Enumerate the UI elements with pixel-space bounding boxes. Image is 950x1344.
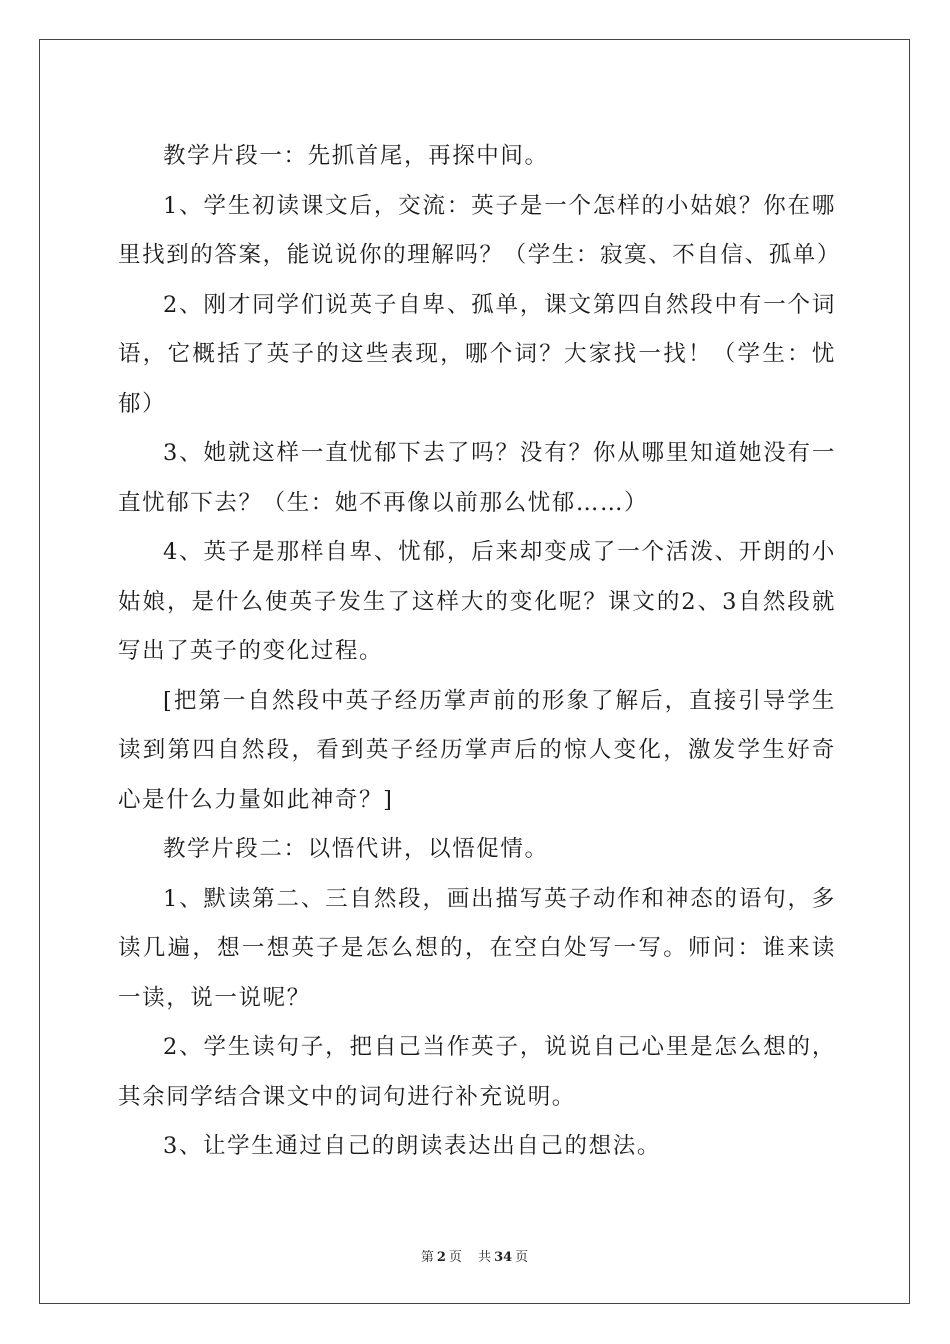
page-indicator (418, 1250, 465, 1265)
paragraph-commentary: [把第一自然段中英子经历掌声前的形象了解后，直接引导学生读到第四自然段，看到英子经历掌声后的惊人变化，激发学生好奇心是什么力量如此神奇？] (118, 687, 836, 813)
paragraph-item-1: 1、学生初读课文后，交流：英子是一个怎样的小姑娘？你在哪里找到的答案，能说说你的理解吗？（学生：寂寞、不自信、孤单） (118, 192, 842, 268)
paragraph-section-2-heading: 教学片段二：以悟代讲，以悟促情。 (163, 836, 549, 862)
paragraph-item-6: 2、学生读句子，把自己当作英子，说说自己心里是怎么想的，其余同学结合课文中的词句进行补充说明。 (118, 1034, 836, 1110)
paragraph-item-4: 4、英子是那样自卑、忧郁，后来却变成了一个活泼、开朗的小姑娘，是什么使英子发生了这样大的变化呢？课文的2、3自然段就写出了英子的变化过程。 (118, 539, 836, 664)
paragraph-section-1-heading: 教学片段一：先抓首尾，再探中间。 (163, 143, 549, 169)
paragraph-item-5: 1、默读第二、三自然段，画出描写英子动作和神态的语句，多读几遍，想一想英子是怎么想的，在空白处写一写。师问：谁来读一读，说一说呢？ (118, 885, 836, 1011)
total-pages-number: 34 (494, 1250, 513, 1265)
paragraph-item-2: 2、刚才同学们说英子自卑、孤单，课文第四自然段中有一个词语，它概括了英子的这些表现，哪个词？大家找一找！（学生：忧郁） (118, 291, 836, 417)
total-pages-indicator (475, 1250, 531, 1265)
total-prefix: 共 (478, 1250, 492, 1265)
page-footer (40, 1246, 909, 1265)
page-prefix: 第 (420, 1250, 434, 1265)
page-frame (39, 39, 910, 1304)
paragraph-item-7: 3、让学生通过自己的朗读表达出自己的想法。 (163, 1133, 661, 1159)
total-suffix: 页 (515, 1250, 529, 1265)
page-suffix: 页 (448, 1250, 462, 1265)
document-body (118, 132, 842, 1172)
page-number: 2 (436, 1250, 446, 1265)
paragraph-item-3: 3、她就这样一直忧郁下去了吗？没有？你从哪里知道她没有一直忧郁下去？（生：她不再像以前那么忧郁……） (118, 440, 836, 516)
